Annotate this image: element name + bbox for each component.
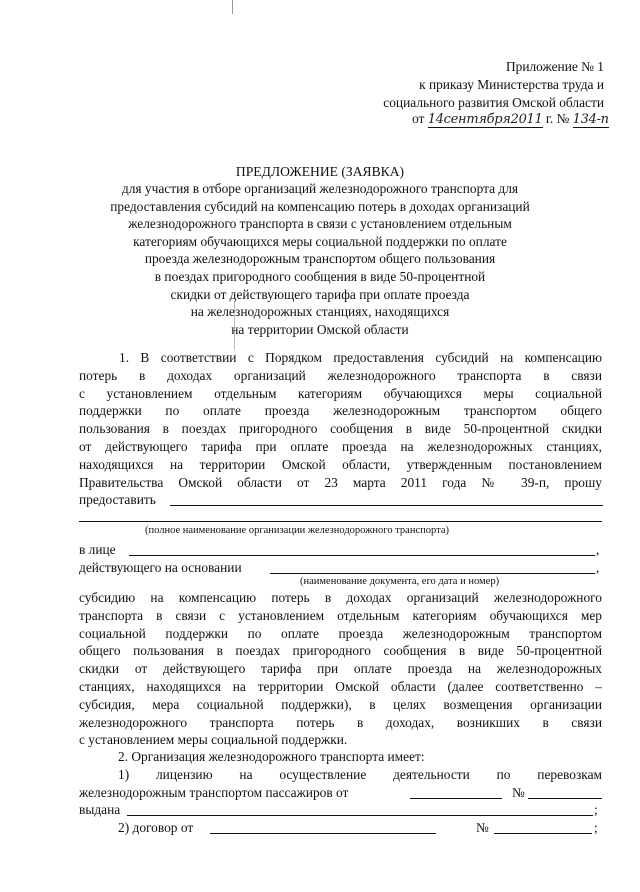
document-title: ПРЕДЛОЖЕНИЕ (ЗАЯВКА) xyxy=(235,164,405,179)
p1-line: с установлением отдельным категориям обучающихся меры социальной xyxy=(79,385,602,401)
contract-no-blank[interactable] xyxy=(494,833,592,834)
p2-line: субсидию на компенсацию потерь в доходах организаций железнодорожного xyxy=(79,590,602,605)
title-line: железнодорожного транспорта в связи с установлением отдельным xyxy=(128,216,512,232)
license-line-1: 1) лицензию на осуществление деятельности по перевозкам xyxy=(118,767,602,782)
deystv-blank[interactable] xyxy=(270,573,595,574)
p1-line: 1. В соответствии с Порядком предоставления субсидий на компенсацию xyxy=(119,350,602,365)
contract-label: 2) договор от xyxy=(118,820,194,835)
contract-semicolon: ; xyxy=(594,820,598,835)
deystv-comma: , xyxy=(596,560,600,575)
v-litse-blank[interactable] xyxy=(129,555,595,556)
title-line: категориям обучающихся меры социальной поддержки по оплате xyxy=(133,233,507,249)
title-line: для участия в отборе организаций железнодорожного транспорта для xyxy=(121,181,519,196)
predostavit-label: предоставить xyxy=(79,492,156,507)
appendix-number: Приложение № 1 xyxy=(505,59,604,74)
appendix-order: к приказу Министерства труда и xyxy=(419,77,604,92)
handwritten-date: 14сентября2011 xyxy=(427,112,543,127)
vydana-semicolon: ; xyxy=(594,802,598,817)
p1-line: находящихся на территории Омской области, утвержденным постановлением xyxy=(79,456,602,472)
p2-line: социальной поддержки по оплате проезда железнодорожным транспортом xyxy=(79,625,602,641)
doc-hint: (наименование документа, его дата и номер) xyxy=(300,576,500,587)
vydana-blank[interactable] xyxy=(127,815,593,816)
license-date-blank[interactable] xyxy=(410,798,502,799)
title-line: на территории Омской области xyxy=(231,321,409,337)
license-no-label: № xyxy=(512,785,525,800)
vydana-label: выдана xyxy=(79,802,121,817)
scan-mark-top xyxy=(232,0,233,14)
title-line: скидки от действующего тарифа при оплате проезда xyxy=(170,286,470,302)
p1-line: потерь в доходах организаций железнодорожного транспорта в связи xyxy=(79,367,602,383)
p1-line: от действующего тарифа при оплате проезда на железнодорожных станциях, xyxy=(79,439,602,454)
license-line-2: железнодорожным транспортом пассажиров от xyxy=(79,785,349,800)
ot-label: от xyxy=(412,111,425,126)
org-name-blank[interactable] xyxy=(79,521,602,522)
title-line: на железнодорожных станциях, находящихся xyxy=(190,304,450,320)
p2-line: станциях, находящихся на территории Омской области (далее соответственно – xyxy=(79,679,602,694)
p2-line: транспорта в связи с установлением отдельным категориям обучающихся мер xyxy=(79,607,602,623)
section-2-heading: 2. Организация железнодорожного транспорта имеет: xyxy=(118,749,425,764)
p2-line: субсидия, мера социальной поддержки), в целях возмещения организации xyxy=(79,696,602,712)
v-litse-label: в лице xyxy=(79,542,116,557)
handwritten-number: 134-п xyxy=(572,112,609,127)
p1-line: Правительства Омской области от 23 марта 2011 года № 39-п, прошу xyxy=(79,474,602,490)
contract-date-blank[interactable] xyxy=(210,833,436,834)
title-line: в поездах пригородного сообщения в виде 50-процентной xyxy=(154,269,486,284)
contract-no-label: № xyxy=(476,820,489,835)
p2-last-line: с установлением меры социальной поддержки. xyxy=(79,732,348,747)
g-no-label: г. № xyxy=(545,111,570,126)
appendix-ministry: социального развития Омской области xyxy=(383,95,604,110)
title-line: проезда железнодорожным транспортом общего пользования xyxy=(144,251,496,267)
p2-line: скидки от действующего тарифа при оплате проезда на железнодорожных xyxy=(79,661,602,677)
deystv-label: действующего на основании xyxy=(79,560,242,575)
org-name-hint: (полное наименование организации железнодорожного транспорта) xyxy=(145,525,449,536)
p2-line: общего пользования в поездах пригородного сообщения в виде 50-процентной xyxy=(79,643,602,659)
p1-line: поддержки по оплате проезда железнодорожным транспортом общего xyxy=(79,403,602,419)
predostavit-blank[interactable] xyxy=(170,505,603,506)
title-line: предоставления субсидий на компенсацию потерь в доходах организаций xyxy=(110,198,530,214)
license-no-blank[interactable] xyxy=(528,798,602,799)
v-litse-comma: , xyxy=(596,542,600,557)
appendix-date-line xyxy=(412,111,609,127)
p2-line: железнодорожного транспорта потерь в доходах, возникших в связи xyxy=(79,714,602,730)
p1-line: пользования в поездах пригородного сообщения в виде 50-процентной скидки xyxy=(79,421,602,437)
